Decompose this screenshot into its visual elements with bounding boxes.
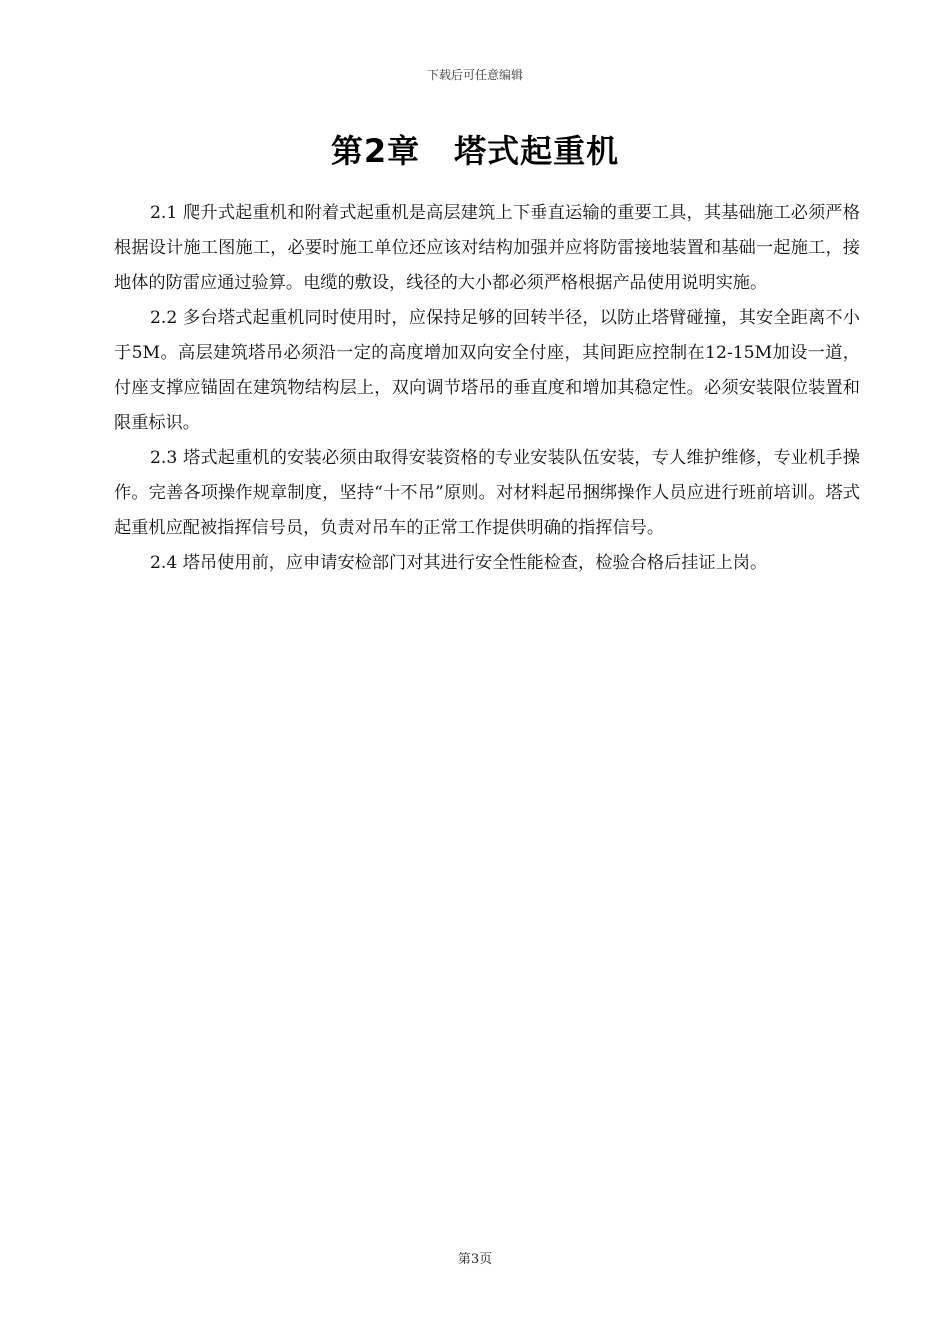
paragraph-2-4: 2.4 塔吊使用前，应申请安检部门对其进行安全性能检查，检验合格后挂证上岗。: [150, 553, 768, 573]
chapter-title: [0, 126, 950, 172]
paragraph-2-3: 2.3 塔式起重机的安装必须由取得安装资格的专业安装队伍安装，专人维护维修，专业机手操作。完善各项操作规章制度，坚持“十不吊”原则。对材料起吊捆绑操作人员应进行班前培训。塔式起重机应配被指挥信号员，负责对吊车的正常工作提供明确的指挥信号。: [114, 448, 860, 538]
chapter-name: 塔式起重机: [454, 132, 620, 170]
page-number: 第3页: [457, 1252, 493, 1267]
paragraph-2-2: 2.2 多台塔式起重机同时使用时，应保持足够的回转半径，以防止塔臂碰撞，其安全距离不小于5M。高层建筑塔吊必须沿一定的高度增加双向安全付座，其间距应控制在12-15M加设一道，付座支撑应锚固在建筑物结构层上，双向调节塔吊的垂直度和增加其稳定性。必须安装限位装置和限重标识。: [114, 308, 860, 433]
document-body: [114, 196, 860, 581]
page-header: 下载后可任意编辑: [426, 68, 523, 82]
paragraph-2-1: 2.1 爬升式起重机和附着式起重机是高层建筑上下垂直运输的重要工具，其基础施工必须严格根据设计施工图施工，必要时施工单位还应该对结构加强并应将防雷接地装置和基础一起施工，接地体的防雷应通过验算。电缆的敷设，线径的大小都必须严格根据产品使用说明实施。: [114, 203, 860, 293]
chapter-number: 第2章: [330, 132, 421, 170]
